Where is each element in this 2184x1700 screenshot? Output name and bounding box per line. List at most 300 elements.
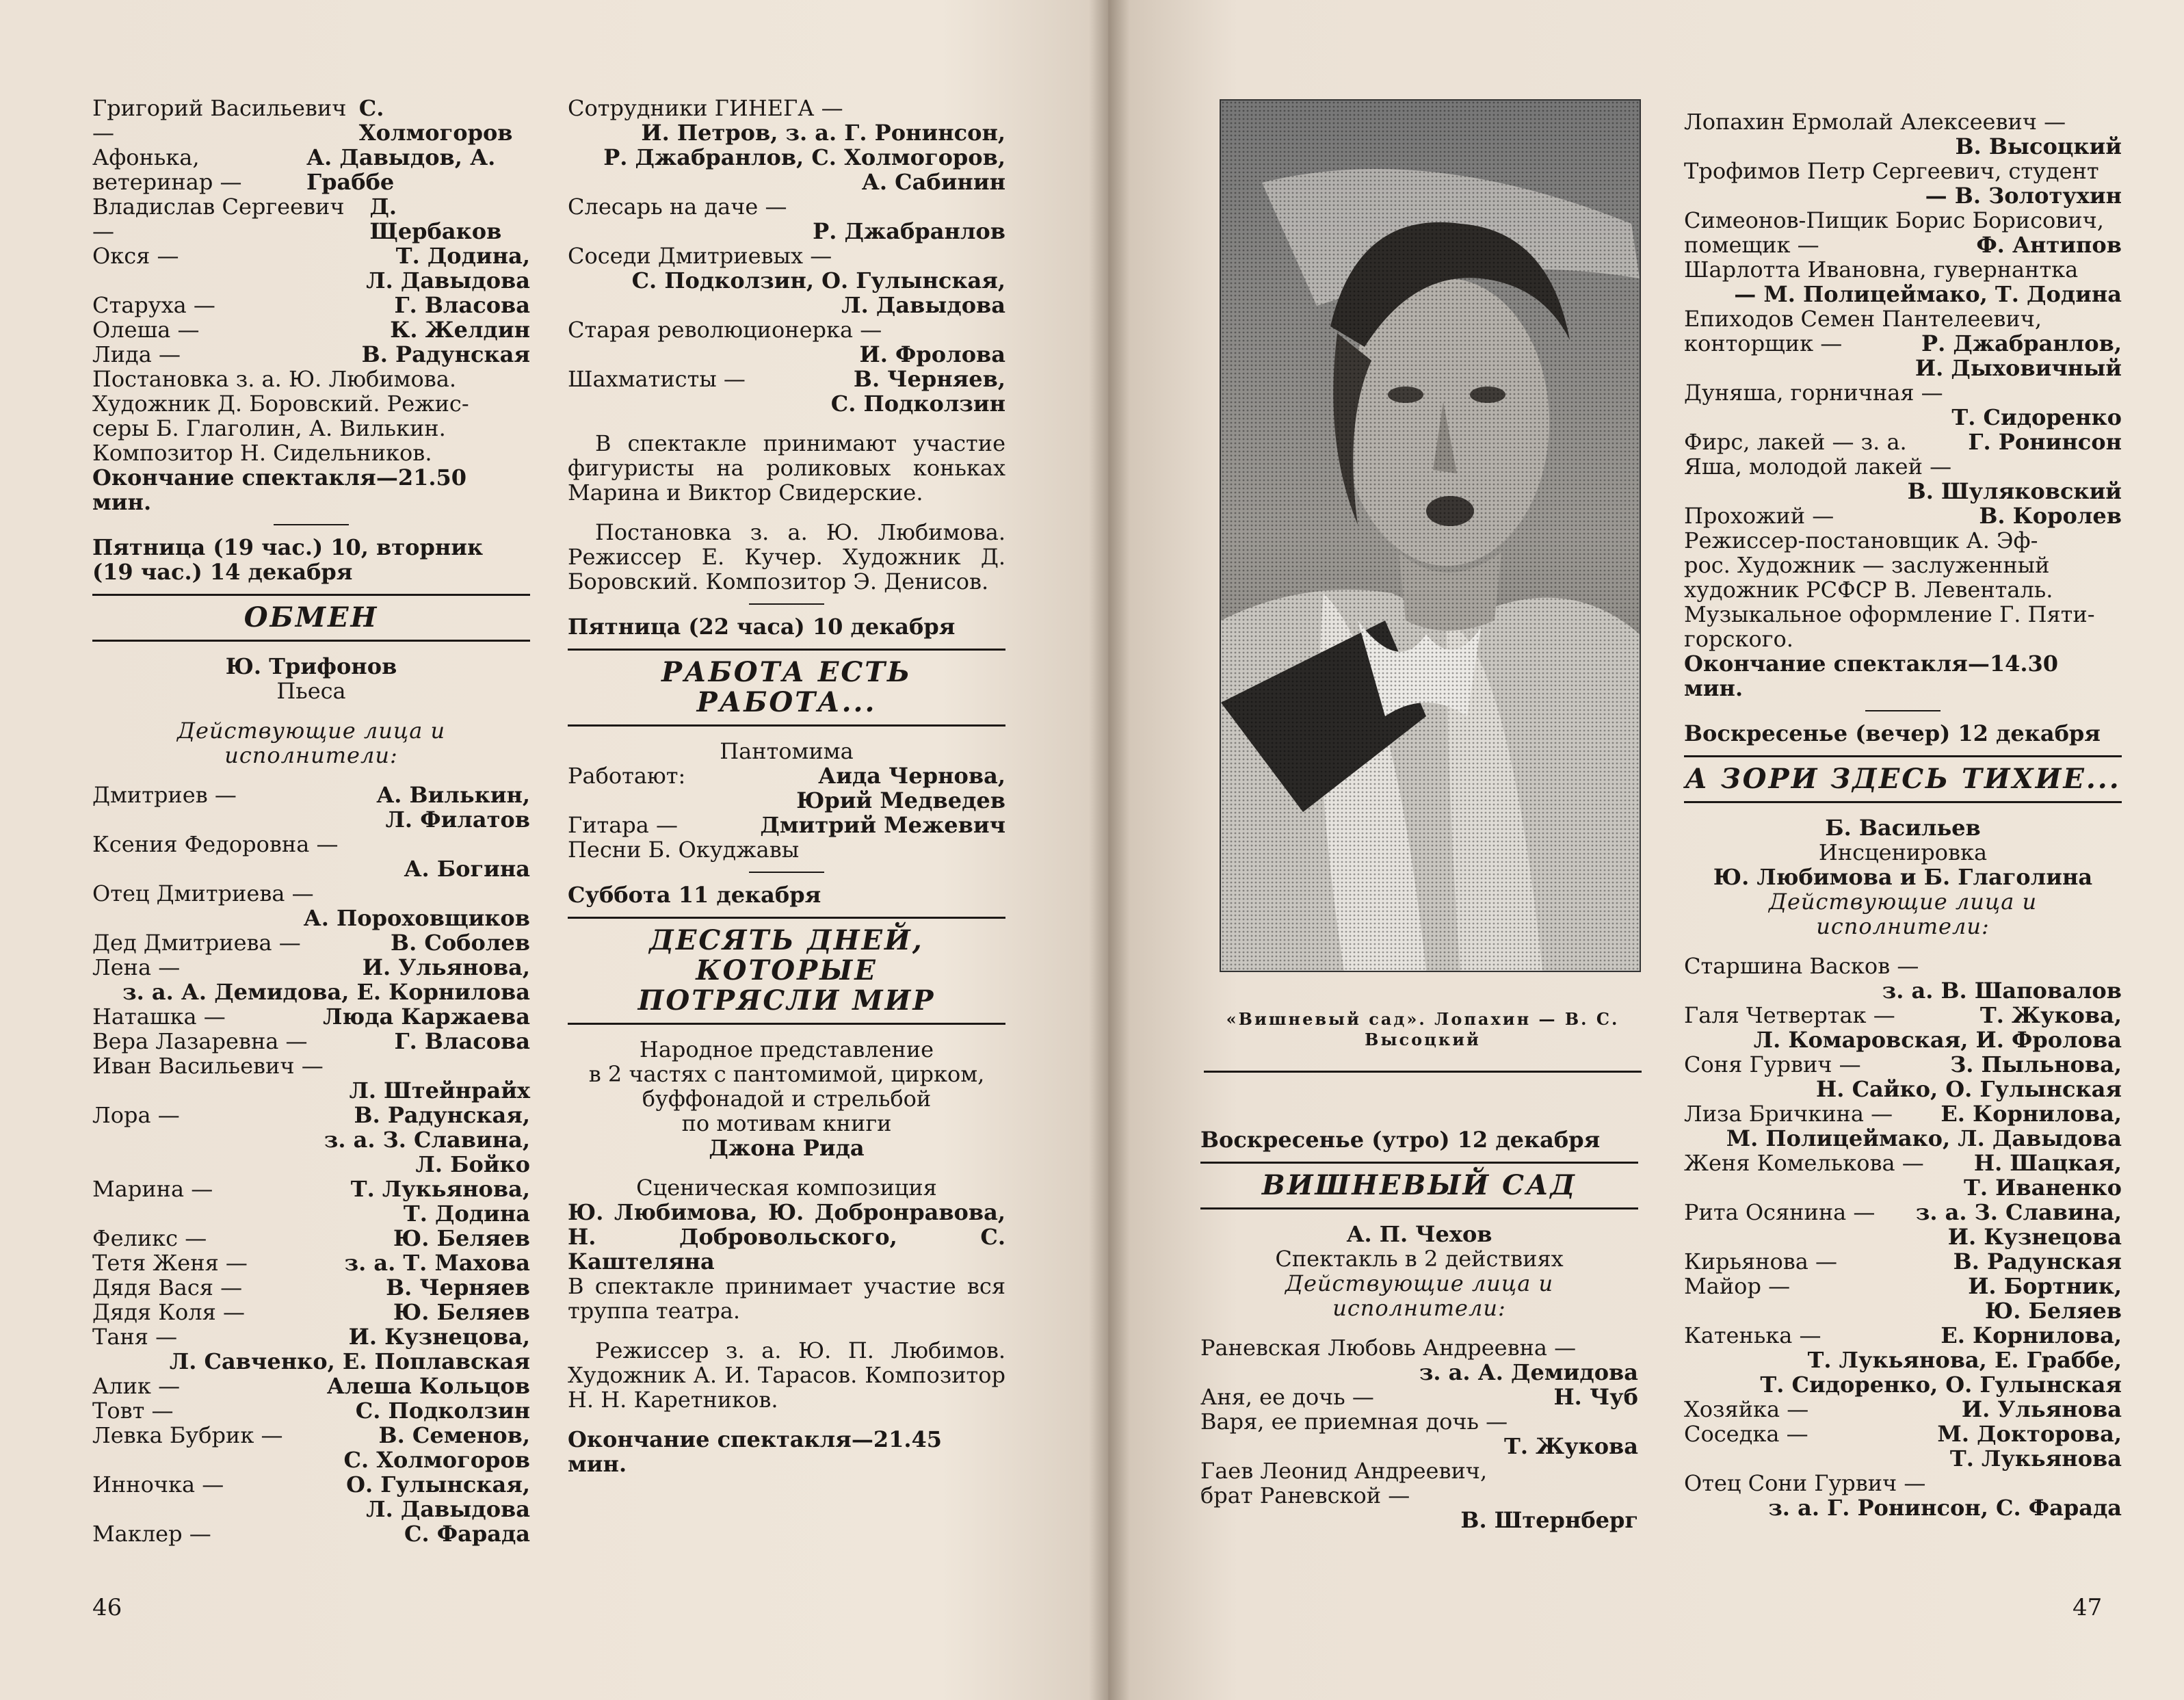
actor-name: К. Желдин [390,317,530,343]
role-name: брат Раневской — [1200,1482,1410,1508]
page-number: 47 [2073,1594,2103,1621]
role-name: Старшина Васков — [1684,953,1919,979]
cast-row [1200,1335,1638,1360]
role-name: Ксения Федоровна — [92,831,339,857]
role-name: Майор — [1684,1273,1791,1299]
role-name: Марина — [92,1176,213,1202]
role-name: Шарлотта Ивановна, гувернантка [1684,257,2079,283]
play-title: ВИШНЕВЫЙ САД [1200,1162,1638,1209]
cast-row [92,317,530,342]
cast-row [1684,1274,2122,1298]
role-name: Иван Васильевич — [92,1053,324,1079]
cast-row [92,1324,530,1349]
actor-name: Ю. Беляев [393,1299,530,1325]
actor-name: В. Высоцкий [1955,133,2122,159]
cast-list-top [92,96,530,367]
cast-row [92,856,530,881]
role-name: Фирс, лакей — з. а. [1684,429,1907,455]
actor-name: — М. Полицеймако, Т. Додина [1734,281,2122,307]
actor-name: Т. Сидоренко, О. Гулынская [1760,1372,2122,1398]
cast-row [1684,1446,2122,1471]
cast-row [92,955,530,980]
actor-name: Н. Сайко, О. Гулынская [1816,1076,2122,1102]
cast-row [1684,208,2122,233]
adaptation-authors: Ю. Любимова и Б. Глаголина [1713,864,2093,890]
role-name: Трофимов Петр Сергеевич, студент [1684,158,2099,184]
cast-row [1684,257,2122,282]
actor-name: И. Кузнецова [1947,1224,2122,1250]
performance-date: Воскресенье (вечер) 12 декабря [1684,720,2101,746]
cast-row [568,788,1005,813]
role-name: Гитара — [568,812,679,838]
cast-list [92,783,530,1546]
actor-name: Л. Комаровская, И. Фролова [1753,1027,2122,1053]
role-name: Лопахин Ермолай Алексеевич — [1684,109,2066,135]
role-name: Кирьянова — [1684,1248,1838,1274]
cast-row [1684,109,2122,134]
actor-name: Ф. Антипов [1976,232,2122,258]
book-gutter [1089,0,1130,1700]
cast-row [92,268,530,293]
actor-name: Г. Власова [394,1028,530,1054]
cast-row [92,1201,530,1226]
cast-row [1684,134,2122,159]
cast-row [568,317,1005,342]
description-line: в 2 частях с пантомимой, цирком, [588,1061,985,1087]
play-author: Б. Васильев [1825,815,1981,841]
cast-row [1684,331,2122,356]
cast-row [92,1349,530,1374]
cast-row [1200,1409,1638,1434]
ending-time: Окончание спектакля—21.50 мин. [92,465,467,515]
actor-name: Т. Сидоренко [1951,404,2122,430]
actor-name: С. Холмогоров [358,95,513,146]
cast-row [92,1300,530,1324]
actor-name: Т. Иваненко [1964,1175,2122,1201]
cast-row [1684,1348,2122,1372]
cast-heading: Действующие лица и исполнители: [1768,889,2038,939]
role-name: Наташка — [92,1004,226,1030]
cast-row [92,1004,530,1029]
role-name: Старая революционерка — [568,317,882,343]
performance-date: Пятница (22 часа) 10 декабря [568,614,956,640]
actor-name: Т. Додина, [395,243,530,269]
role-name: Инночка — [92,1472,224,1498]
cast-row [92,1423,530,1448]
role-name: Соня Гурвич — [1684,1051,1861,1077]
role-name: Таня — [92,1324,178,1350]
note: В спектакле принимает участие вся труппа театра. [568,1273,1005,1324]
cast-row [92,1226,530,1251]
ending-time: Окончание спектакля—21.45 мин. [568,1426,943,1477]
role-name: Дуняша, горничная — [1684,380,1943,406]
actor-name: Т. Жукова [1504,1433,1638,1459]
actor-name: — В. Золотухин [1925,183,2122,209]
cast-row [1684,1397,2122,1422]
cast-row [92,1398,530,1423]
cast-row [92,1103,530,1127]
cast-row [1684,1298,2122,1323]
play-title-line: ПОТРЯСЛИ МИР [637,984,936,1017]
role-name: Работают: [568,763,686,789]
credits-line: Режиссер-постановщик А. Эф- [1684,527,2038,553]
cast-row [1684,978,2122,1003]
cast-row [92,1521,530,1546]
cast-row [1684,380,2122,405]
cast-row [1684,1101,2122,1126]
actor-name: С. Фарада [404,1521,530,1547]
page-number: 46 [92,1594,122,1621]
cast-row [1200,1459,1638,1483]
cast-row [1684,1175,2122,1200]
cast-row [1684,454,2122,479]
cast-row [1684,504,2122,528]
actor-name: В. Черняев [386,1274,530,1300]
cast-row [92,244,530,268]
right-column-1 [1200,1122,1638,1532]
actor-name: А. Давыдов, А. Граббе [306,144,496,195]
cast-row [92,96,530,145]
cast-row [92,906,530,930]
actor-name: з. а. А. Демидова [1419,1359,1638,1385]
actor-name: В. Королев [1979,503,2122,529]
composition-authors: Ю. Любимова, Ю. Добронравова, Н. Добровольского, С. Каштеляна [568,1199,1005,1274]
cast-row [568,367,1005,391]
actor-name: Р. Джабранлов, [1921,330,2122,356]
cast-row [92,832,530,856]
actor-name: С. Подколзин [830,391,1005,417]
actor-name: В. Радунская, [354,1102,530,1128]
cast-row [1684,1471,2122,1495]
cast-list [1684,954,2122,1520]
cast-row [92,194,530,244]
actor-name: С. Холмогоров [343,1447,530,1473]
credits-line: серы Б. Глаголин, А. Вилькин. [92,415,446,441]
actor-name: Ю. Беляев [393,1225,530,1251]
role-name: Дядя Вася — [92,1274,243,1300]
actor-name: В. Штернберг [1460,1507,1638,1533]
credits-line: рос. Художник — заслуженный [1684,552,2050,578]
actor-name: Дмитрий Межевич [760,812,1005,838]
actor-name: з. а. В. Шаповалов [1882,978,2122,1004]
actor-name: Л. Филатов [385,807,530,833]
role-name: Отец Дмитриева — [92,880,314,906]
cast-row [1684,1003,2122,1028]
play-title: А ЗОРИ ЗДЕСЬ ТИХИЕ... [1684,755,2122,803]
actor-name: Т. Лукьянова, Е. Граббе, [1807,1347,2122,1373]
role-name: Сотрудники ГИНЕГА — [568,95,843,121]
cast-row [1200,1360,1638,1385]
description-line: по мотивам книги [681,1110,892,1136]
play-genre: Спектакль в 2 действиях [1275,1246,1564,1272]
credits-line: Композитор Н. Сидельников. [92,440,432,466]
role-name: Феликс — [92,1225,207,1251]
cast-row [568,268,1005,293]
cast-row [92,807,530,832]
role-name: Окся — [92,243,179,269]
cast-row [1684,954,2122,978]
actor-name: з. а. А. Демидова, Е. Корнилова [122,979,530,1005]
actor-name: А. Сабинин [861,169,1005,195]
role-name: Гаев Леонид Андреевич, [1200,1458,1488,1484]
actor-name: А. Богина [404,856,530,882]
actor-name: И. Дыховичный [1915,355,2122,381]
cast-row [568,293,1005,317]
cast-row [568,244,1005,268]
cast-row [568,342,1005,367]
cast-row [1684,1372,2122,1397]
actor-name: Л. Савченко, Е. Поплавская [169,1348,530,1374]
cast-row [1200,1385,1638,1409]
play-author: Ю. Трифонов [225,653,397,679]
cast-row [1200,1483,1638,1508]
role-name: Лида — [92,341,181,367]
cast-row [1684,1126,2122,1151]
actor-name: М. Докторова, [1937,1421,2122,1447]
role-name: Прохожий — [1684,503,1834,529]
performance-date: Суббота 11 декабря [568,882,821,908]
play-title [568,917,1005,1025]
actor-name: Л. Штейнрайх [349,1077,530,1103]
cast-row [1684,1077,2122,1101]
role-name: Лена — [92,954,181,980]
role-name: Левка Бубрик — [92,1422,283,1448]
actor-name: В. Семенов, [378,1422,530,1448]
cast-row [1684,1323,2122,1348]
cast-row [1684,233,2122,257]
actor-name: Алеша Кольцов [326,1373,530,1399]
role-name: Песни Б. Окуджавы [568,837,800,863]
description-line: Джона Рида [709,1135,865,1161]
actor-name: И. Бортник, [1968,1273,2122,1299]
actor-name: Л. Давыдова [366,1496,530,1522]
role-name: Товт — [92,1398,174,1424]
actor-name: В. Соболев [391,930,530,956]
role-name: Тетя Женя — [92,1250,248,1276]
cast-heading: Действующие лица и исполнители: [1285,1270,1554,1321]
actor-name: Т. Жукова, [1979,1002,2122,1028]
credits-line: Постановка з. а. Ю. Любимова. [92,366,457,392]
play-title: РАБОТА ЕСТЬ РАБОТА... [568,649,1005,727]
actor-name: Д. Щербаков [369,194,502,244]
cast-row [1684,1052,2122,1077]
play-title: ОБМЕН [92,594,530,642]
photo-caption: «Вишневый сад». Лопахин — В. С. Высоцкий [1226,1009,1620,1049]
credits [92,367,530,465]
actor-name: Р. Джабранлов [813,218,1005,244]
actor-name: Г. Ронинсон [1968,429,2122,455]
actor-name: М. Полицеймако, Л. Давыдова [1726,1125,2122,1151]
actor-name: Г. Власова [394,292,530,318]
actor-name: Н. Чуб [1553,1384,1638,1410]
role-name: Соседка — [1684,1421,1808,1447]
cast-row [1684,183,2122,208]
actor-name: В. Радунская [361,341,530,367]
actor-name: з. а. Г. Ронинсон, С. Фарада [1768,1495,2122,1521]
cast-row [92,1127,530,1152]
cast-heading: Действующие лица и исполнители: [176,718,446,768]
cast-row [1684,356,2122,380]
role-name: Галя Четвертак — [1684,1002,1895,1028]
cast-row [1684,430,2122,454]
role-name: Лиза Бричкина — [1684,1101,1893,1127]
role-name: Лора — [92,1102,180,1128]
actor-name: И. Кузнецова, [348,1324,530,1350]
credits-line: Художник Д. Боровский. Режис- [92,391,469,417]
role-name: Яша, молодой лакей — [1684,454,1952,480]
divider [274,524,349,525]
divider [1865,710,1940,711]
role-name: помещик — [1684,232,1819,258]
credits-line: Музыкальное оформление Г. Пяти- [1684,601,2095,627]
actor-name: А. Пороховщиков [303,905,530,931]
play-title-line: КОТОРЫЕ [696,954,878,986]
actor-name: И. Петров, з. а. Г. Ронинсон, [641,120,1005,146]
performance-date: Воскресенье (утро) 12 декабря [1200,1127,1601,1153]
credits [1684,528,2122,651]
play-author: А. П. Чехов [1346,1221,1492,1247]
cast-row [568,219,1005,244]
cast-row [92,980,530,1004]
cast-row [568,813,1005,837]
cast-row [1200,1434,1638,1459]
actor-name: З. Пыльнова, [1950,1051,2122,1077]
actor-name: С. Подколзин [355,1398,530,1424]
left-column-1 [92,96,530,1546]
role-name: Олеша — [92,317,200,343]
cast-list [568,763,1005,862]
credits: Режиссер з. а. Ю. П. Любимов. Художник А. И. Тарасов. Композитор Н. Н. Каретников. [568,1337,1005,1413]
cast-row [1684,1249,2122,1274]
cast-row [568,194,1005,219]
role-name: Отец Сони Гурвич — [1684,1470,1926,1496]
cast-row [92,1078,530,1103]
divider [749,603,824,605]
actor-name: Л. Бойко [415,1151,530,1177]
ending-time: Окончание спектакля—14.30 мин. [1684,651,2059,701]
cast-row [1684,1422,2122,1446]
cast-row [568,145,1005,170]
role-name: Катенька — [1684,1322,1821,1348]
actor-name: Р. Джабранлов, С. Холмогоров, [603,144,1005,170]
credits-line: горского. [1684,626,1793,652]
cast-row [568,763,1005,788]
description-line: Народное представление [639,1036,934,1062]
role-name: Рита Осянина — [1684,1199,1876,1225]
actor-name: И. Фролова [859,341,1005,367]
actor-name: Т. Лукьянова [1949,1446,2122,1472]
cast-row [92,1497,530,1521]
role-name: Алик — [92,1373,181,1399]
cast-row [1684,159,2122,183]
actor-name: А. Вилькин, [376,782,530,808]
role-name: Вера Лазаревна — [92,1028,308,1054]
actor-name: Аида Чернова, [818,763,1005,789]
role-name: Епиходов Семен Пантелеевич, [1684,306,2042,332]
play-description [568,1037,1005,1160]
cast-row [92,783,530,807]
cast-row [92,145,530,194]
role-name: Аня, ее дочь — [1200,1384,1374,1410]
divider [1204,1071,1642,1073]
cast-row [92,1472,530,1497]
actor-name: О. Гулынская, [346,1472,530,1498]
role-name: конторщик — [1684,330,1843,356]
role-name: Григорий Васильевич — [92,95,347,146]
cast-row [92,1152,530,1177]
role-name: Симеонов-Пищик Борис Борисович, [1684,207,2104,233]
role-name: Дед Дмитриева — [92,930,301,956]
actor-name: з. а. З. Славина, [324,1127,530,1153]
actor-name: В. Черняев, [853,366,1005,392]
cast-row [92,293,530,317]
cast-row [92,1448,530,1472]
cast-row [92,1275,530,1300]
actor-name: И. Ульянова [1961,1396,2122,1422]
cast-row [1684,1028,2122,1052]
role-name: Хозяйка — [1684,1396,1809,1422]
actor-name: Т. Додина [403,1201,530,1227]
cast-row [1684,1495,2122,1520]
cast-row [568,120,1005,145]
composition-heading: Сценическая композиция [636,1175,937,1201]
left-column-2 [568,96,1005,1476]
actor-name: Ю. Беляев [1985,1298,2122,1324]
role-name: Слесарь на даче — [568,194,787,220]
cast-row [568,391,1005,416]
cast-row [92,1029,530,1054]
cast-row [1684,479,2122,504]
role-name: Маклер — [92,1521,211,1547]
role-name: Владислав Сергеевич — [92,194,345,244]
cast-row [1684,405,2122,430]
role-name: Дядя Коля — [92,1299,245,1325]
description-line: буффонадой и стрельбой [642,1086,932,1112]
halftone-photo-image [1221,101,1640,971]
credits-line: художник РСФСР В. Левенталь. [1684,577,2053,603]
actor-name: Е. Корнилова, [1940,1322,2122,1348]
performance-date: Пятница (19 час.) 10, вторник (19 час.) 14 декабря [92,534,484,585]
actor-name: Н. Шацкая, [1973,1150,2122,1176]
cast-row [568,96,1005,120]
cast-list-top [1684,109,2122,528]
cast-row [1200,1508,1638,1532]
role-name: Соседи Дмитриевых — [568,243,832,269]
play-genre: Инсценировка [1818,839,1988,865]
cast-list [1200,1335,1638,1532]
role-name: Шахматисты — [568,366,746,392]
actor-name: Люда Каржаева [323,1004,530,1030]
actor-photo [1220,99,1641,972]
play-genre: Пьеса [276,678,346,704]
actor-name: В. Радунская [1953,1248,2122,1274]
credits: Постановка з. а. Ю. Любимова. Режиссер Е. Кучер. Художник Д. Боровский. Композитор Э. Денисов. [568,519,1005,594]
cast-row [92,1177,530,1201]
note: В спектакле принимают участие фигуристы на роликовых коньках Марина и Виктор Свидерские. [568,430,1005,506]
cast-row [1684,1225,2122,1249]
play-title-line: ДЕСЯТЬ ДНЕЙ, [649,924,924,956]
role-name: Варя, ее приемная дочь — [1200,1409,1508,1435]
cast-row [92,881,530,906]
role-name: Дмитриев — [92,782,237,808]
actor-name: з. а. З. Славина, [1915,1199,2122,1225]
actor-name: С. Подколзин, О. Гулынская, [631,267,1005,293]
actor-name: з. а. Т. Махова [344,1250,530,1276]
cast-row [1684,1151,2122,1175]
actor-name: Т. Лукьянова, [350,1176,530,1202]
actor-name: В. Шуляковский [1907,478,2122,504]
actor-name: Л. Давыдова [841,292,1005,318]
